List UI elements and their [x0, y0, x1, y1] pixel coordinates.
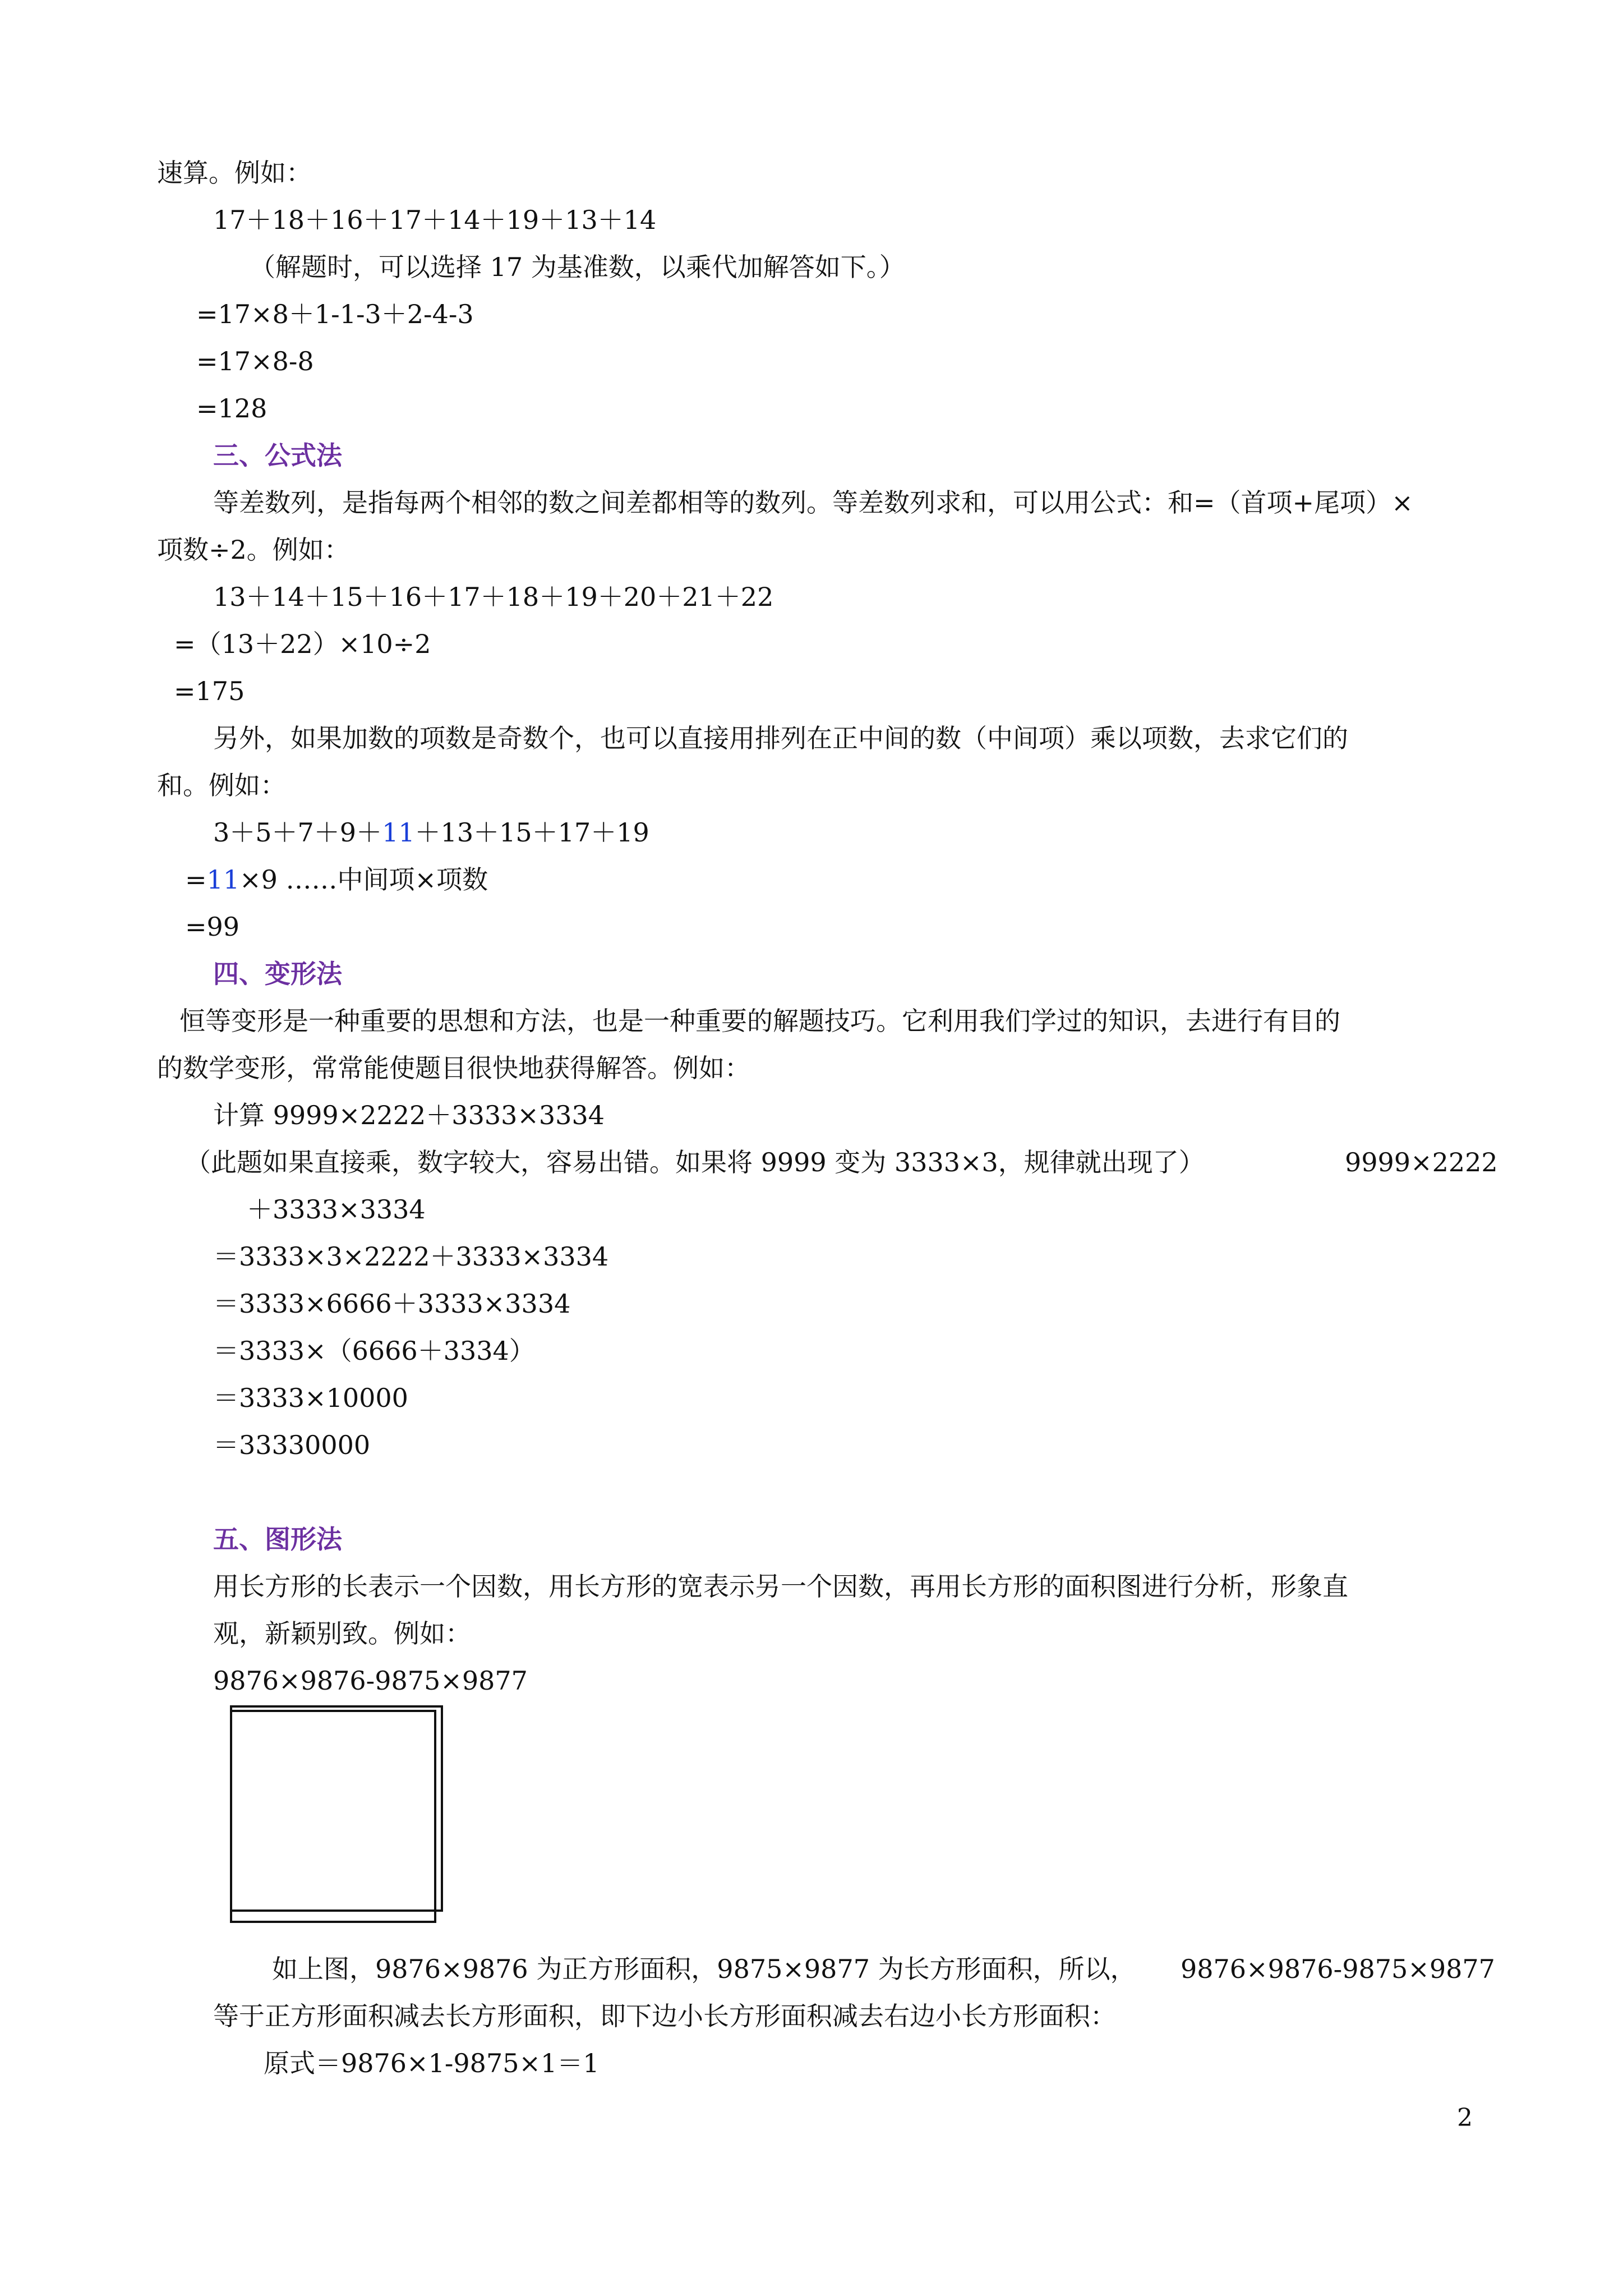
- middle-term-highlight: 11: [206, 864, 240, 895]
- text-line: 用长方形的长表示一个因数，用长方形的宽表示另一个因数，再用长方形的面积图进行分析，形象直: [213, 1571, 1348, 1602]
- text-line: 观，新颖别致。例如：: [213, 1618, 471, 1649]
- equation-line: 9876×9876-9875×9877: [1181, 1954, 1495, 1984]
- section-heading-graphic: 五、图形法: [213, 1524, 342, 1554]
- text-line: 的数学变形，常常能使题目很快地获得解答。例如：: [157, 1053, 750, 1083]
- text-line: 如上图，9876×9876 为正方形面积，9875×9877 为长方形面积，所以，: [272, 1954, 1136, 1984]
- equation-line: 17＋18＋16＋17＋14＋19＋13＋14: [213, 205, 657, 235]
- text-line: 项数÷2。例如：: [157, 535, 350, 565]
- equation-line: 9999×2222: [1345, 1147, 1498, 1177]
- text-line: 等差数列，是指每两个相邻的数之间差都相等的数列。等差数列求和，可以用公式：和=（首项+尾项）×: [213, 487, 1413, 518]
- equation-line: =（13＋22）×10÷2: [174, 629, 431, 659]
- equation-part: 3＋5＋7＋9＋: [213, 817, 382, 848]
- equation-line: [185, 863, 488, 896]
- text-line: 另外，如果加数的项数是奇数个，也可以直接用排列在正中间的数（中间项）乘以项数，去求它们的: [213, 723, 1348, 753]
- equation-part: ×9 ……中间项×项数: [239, 864, 488, 895]
- equation-part: ＋13＋15＋17＋19: [414, 817, 649, 848]
- equation-line: ＝33330000: [213, 1430, 371, 1460]
- equation-line: ＝3333×6666＋3333×3334: [213, 1289, 571, 1319]
- equation-line: =175: [174, 676, 245, 706]
- text-line: 等于正方形面积减去长方形面积，即下边小长方形面积减去右边小长方形面积：: [213, 2001, 1116, 2031]
- rectangle-outline: [231, 1711, 435, 1922]
- equation-line: 9876×9876-9875×9877: [213, 1665, 528, 1696]
- text-line: （解题时，可以选择 17 为基准数，以乘代加解答如下。）: [250, 252, 905, 282]
- equation-line: 13＋14＋15＋16＋17＋18＋19＋20＋21＋22: [213, 582, 774, 612]
- square-rectangle-figure: [230, 1705, 449, 1924]
- middle-term-highlight: 11: [382, 817, 415, 848]
- equation-line: [213, 816, 649, 849]
- text-line: 和。例如：: [157, 770, 286, 800]
- section-heading-transform: 四、变形法: [213, 959, 342, 989]
- equation-line: ＝3333×3×2222＋3333×3334: [213, 1241, 609, 1272]
- equation-line: 原式＝9876×1-9875×1＝1: [264, 2048, 600, 2078]
- equation-line: =17×8-8: [196, 346, 314, 376]
- equation-line: =99: [185, 912, 240, 942]
- page-number: 2: [1457, 2104, 1473, 2132]
- text-line: （此题如果直接乘，数字较大，容易出错。如果将 9999 变为 3333×3，规律就出现了）: [185, 1147, 1205, 1177]
- section-heading-formula: 三、公式法: [213, 440, 342, 471]
- text-line: 恒等变形是一种重要的思想和方法，也是一种重要的解题技巧。它利用我们学过的知识，去进行有目的: [179, 1006, 1340, 1036]
- equation-line: =128: [196, 393, 268, 424]
- equation-line: 计算 9999×2222＋3333×3334: [213, 1100, 605, 1130]
- equation-part: =: [185, 864, 207, 895]
- equation-line: ＝3333×10000: [213, 1383, 408, 1413]
- equation-line: ＝3333×（6666＋3334）: [213, 1336, 535, 1366]
- text-line: 速算。例如：: [157, 158, 312, 188]
- equation-line: =17×8＋1-1-3＋2-4-3: [196, 299, 474, 329]
- square-outline: [231, 1706, 442, 1911]
- equation-line: ＋3333×3334: [247, 1194, 426, 1225]
